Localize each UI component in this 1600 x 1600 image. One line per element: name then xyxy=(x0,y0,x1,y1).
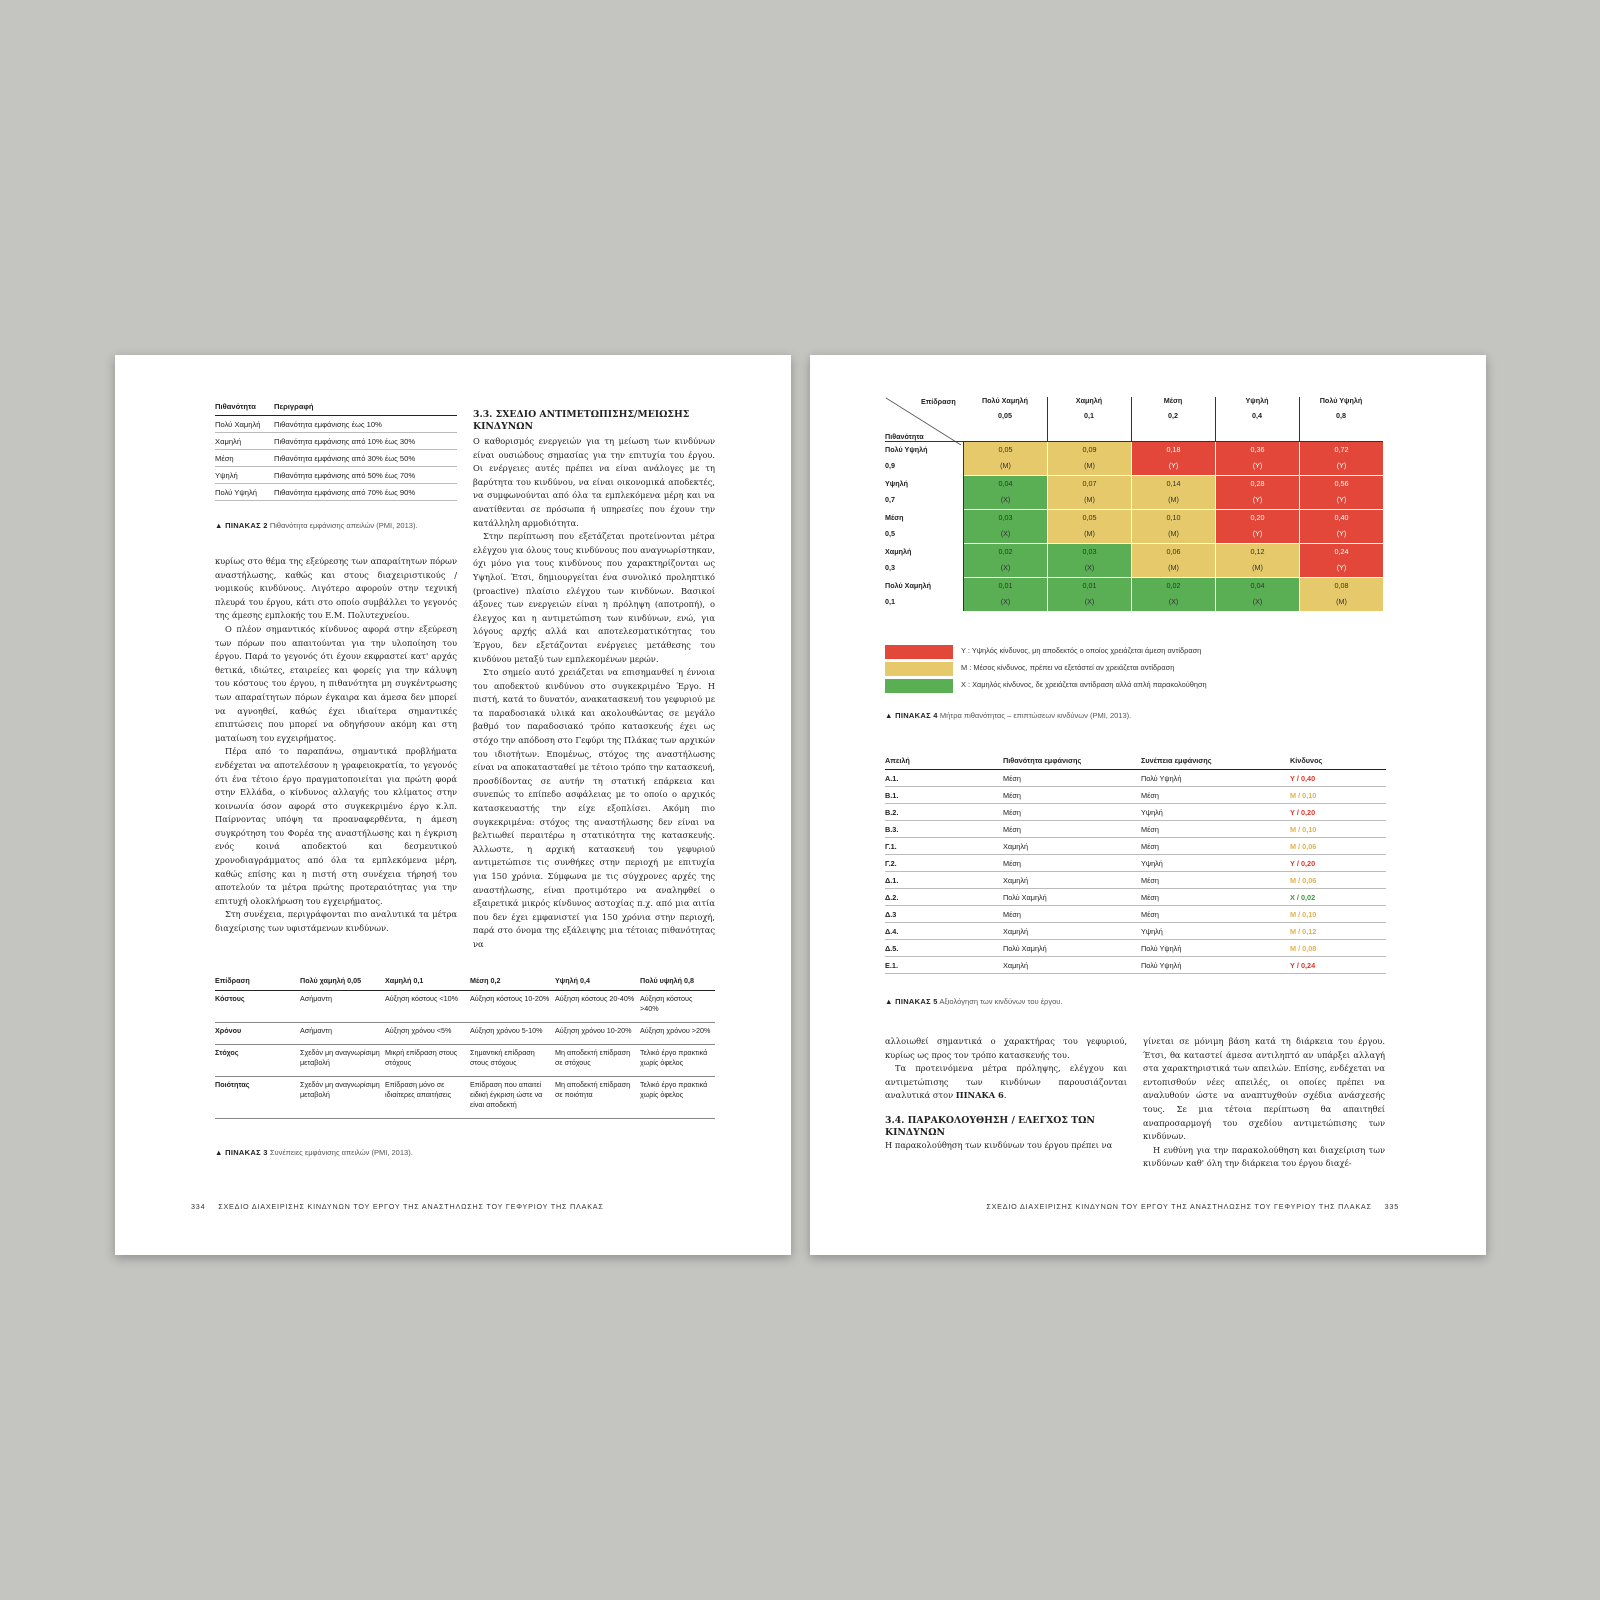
probability-value: 0,5 xyxy=(885,529,895,538)
table-row xyxy=(885,838,1386,855)
impact-level: Μέση xyxy=(1163,396,1183,405)
table-row xyxy=(885,906,1386,923)
matrix-column-header xyxy=(963,393,1047,423)
impact-level: Πολύ Χαμηλή xyxy=(981,396,1029,405)
matrix-cell xyxy=(1048,510,1131,543)
cell-rating: (Μ) xyxy=(1084,495,1095,504)
body-text xyxy=(885,1139,1127,1153)
threat-id: Δ.2. xyxy=(885,889,1003,906)
impact-value: 0,2 xyxy=(1168,411,1178,420)
risk-matrix xyxy=(885,393,1385,613)
cell-rating: (Υ) xyxy=(1252,495,1263,504)
cell-rating: (Χ) xyxy=(1000,597,1011,606)
table-cell: Πολύ Χαμηλή xyxy=(1003,940,1141,957)
table-cell: Μέση xyxy=(1141,821,1290,838)
column-header: Επίδραση xyxy=(215,976,300,991)
threat-id: Δ.4. xyxy=(885,923,1003,940)
cell-score: 0,02 xyxy=(998,547,1013,556)
risk-rating: Μ / 0,10 xyxy=(1290,821,1386,838)
cell-score: 0,18 xyxy=(1166,445,1181,454)
matrix-cell xyxy=(1300,442,1383,475)
cell-score: 0,06 xyxy=(1166,547,1181,556)
legend-text: Μ : Μέσος κίνδυνος, πρέπει να εξετάστεί αν χρειάζεται αντίδραση xyxy=(961,663,1175,672)
cell-score: 0,72 xyxy=(1334,445,1349,454)
threat-id: Γ.1. xyxy=(885,838,1003,855)
matrix-cell xyxy=(1132,544,1215,577)
paragraph: Ο καθορισμός ενεργειών για τη μείωση των κινδύνων είναι ουσιώδους σημασίας για την επιτυχία του έργου. Οι ενέργειες αυτές πρέπει να είναι ανάλογες με τη βαρύτητα του κινδύνου, να είναι οικονομικά αποδεκτές, να συμφωνούνται από όλα τα εμπλεκόμενα μέρη και να ανατίθενται σε πρόσωπα ή υπηρεσίες που έχουν την κατάλληλη αρμοδιότητα. xyxy=(473,436,715,528)
matrix-cell xyxy=(1048,442,1131,475)
table-cell: Μέση xyxy=(1003,855,1141,872)
risk-rating: Υ / 0,20 xyxy=(1290,804,1386,821)
cell-score: 0,12 xyxy=(1250,547,1265,556)
matrix-cell xyxy=(1300,544,1383,577)
matrix-column-header xyxy=(1131,393,1215,423)
matrix-cell xyxy=(1048,544,1131,577)
running-title: ΣΧΕΔΙΟ ΔΙΑΧΕΙΡΙΣΗΣ ΚΙΝΔΥΝΩΝ ΤΟΥ ΕΡΓΟΥ ΤΗΣ ΑΝΑΣΤΗΛΩΣΗΣ ΤΟΥ ΓΕΦΥΡΙΟΥ ΤΗΣ ΠΛΑΚΑΣ xyxy=(218,1202,604,1211)
table-cell: Χαμηλή xyxy=(1003,923,1141,940)
risk-rating: Υ / 0,20 xyxy=(1290,855,1386,872)
risk-rating: Μ / 0,08 xyxy=(1290,940,1386,957)
cell-score: 0,03 xyxy=(998,513,1013,522)
table-cell: Μέση xyxy=(1003,804,1141,821)
cell-rating: (Χ) xyxy=(1000,495,1011,504)
cell-rating: (Μ) xyxy=(1084,461,1095,470)
matrix-row-label xyxy=(885,442,963,474)
matrix-column-header xyxy=(1215,393,1299,423)
risk-rating: Υ / 0,40 xyxy=(1290,770,1386,787)
table-cell: Πιθανότητα εμφάνισης από 30% έως 50% xyxy=(274,450,457,467)
cell-score: 0,05 xyxy=(1082,513,1097,522)
column-header: Πιθανότητα εμφάνισης xyxy=(1003,756,1141,770)
cell-score: 0,09 xyxy=(1082,445,1097,454)
threat-id: Β.2. xyxy=(885,804,1003,821)
table4-caption xyxy=(885,710,1135,722)
table-row xyxy=(215,1077,715,1119)
risk-rating: Μ / 0,12 xyxy=(1290,923,1386,940)
cell-rating: (Υ) xyxy=(1252,529,1263,538)
probability-level: Πολύ Χαμηλή xyxy=(885,581,932,590)
page-number: 335 xyxy=(1384,1202,1399,1211)
table-cell: Μέση xyxy=(1003,770,1141,787)
right-page xyxy=(810,355,1486,1255)
column-header: Πιθανότητα xyxy=(215,400,274,416)
grid-line xyxy=(1131,397,1132,441)
threat-id: Β.3. xyxy=(885,821,1003,838)
risk-assessment-table xyxy=(885,756,1386,974)
cell-score: 0,28 xyxy=(1250,479,1265,488)
cell-rating: (Χ) xyxy=(1084,597,1095,606)
threat-id: Α.1. xyxy=(885,770,1003,787)
cell-score: 0,40 xyxy=(1334,513,1349,522)
table-cell: Πολύ Χαμηλή xyxy=(215,416,274,433)
cell-rating: (Χ) xyxy=(1168,597,1179,606)
cell-rating: (Χ) xyxy=(1084,563,1095,572)
risk-rating: Μ / 0,10 xyxy=(1290,787,1386,804)
table-row xyxy=(215,416,457,433)
table-cell: Υψηλή xyxy=(1141,804,1290,821)
paragraph: Στην περίπτωση που εξετάζεται προτείνονται μέτρα ελέγχου για όλους τους κινδύνους που αναγνωρίστηκαν, όχι μόνο για τους κινδύνους που χαρακτηρίζονται ως Υψηλοί. Έτσι, δημιουργείται ένα συνολικό προληπτικό (proactive) πλαίσιο ελέγχου των κινδύνων. Βασικοί άξονες των ενεργειών είναι η πρόληψη (αποτροπή), ο έλεγχος και η αντιμετώπιση των κινδύνων, ενώ, για λόγους αρχής αλλά και αποτελεσματικότητας του Έργου, δεν εξετάζονται ενέργειες μετάθεσης του κινδύνου μεταξύ των εμπλεκομένων μερών. xyxy=(473,531,715,664)
impact-value: 0,8 xyxy=(1336,411,1346,420)
caption-label: ▲ ΠΙΝΑΚΑΣ 5 xyxy=(885,997,938,1006)
left-column-2-text xyxy=(473,435,715,952)
table-row xyxy=(215,1045,715,1077)
matrix-cell xyxy=(1216,442,1299,475)
row-header: Ποιότητας xyxy=(215,1077,300,1119)
matrix-cell xyxy=(1132,578,1215,611)
risk-rating: Μ / 0,06 xyxy=(1290,838,1386,855)
matrix-cell xyxy=(1300,476,1383,509)
column-header: Χαμηλή 0,1 xyxy=(385,976,470,991)
cell-rating: (Μ) xyxy=(1168,495,1179,504)
table-cell: Μικρή επίδραση στους στόχους xyxy=(385,1045,470,1077)
matrix-cell xyxy=(1300,578,1383,611)
risk-rating: Μ / 0,06 xyxy=(1290,872,1386,889)
table-row xyxy=(885,804,1386,821)
table-row xyxy=(885,855,1386,872)
cell-rating: (Μ) xyxy=(1168,529,1179,538)
table-cell: Μέση xyxy=(1003,821,1141,838)
matrix-row-label xyxy=(885,510,963,542)
impact-value: 0,1 xyxy=(1084,411,1094,420)
paragraph: γίνεται σε μόνιμη βάση κατά τη διάρκεια του έργου. Έτσι, θα καταστεί άμεσα αντιληπτό αν υπάρξει αλλαγή στα χαρακτηριστικά των απειλών. Επίσης, ενδέχεται να εντοπισθούν νέες απειλές, οι οποίες πρέπει να αναλυθούν ώστε να αναπτυχθούν σχέδια ανάσχεσής τους. Σε μια τέτοια περίπτωση θα απαιτηθεί αναπροσαρμογή του σχεδίου αντιμετώπισης των κινδύνων. xyxy=(1143,1036,1385,1142)
cell-rating: (Υ) xyxy=(1336,495,1347,504)
cell-rating: (Υ) xyxy=(1336,461,1347,470)
caption-text: Συνέπειες εμφάνισης απειλών (PMI, 2013). xyxy=(269,1148,413,1157)
caption-label: ▲ ΠΙΝΑΚΑΣ 2 xyxy=(215,521,268,530)
cell-rating: (Μ) xyxy=(1000,461,1011,470)
table-row xyxy=(885,770,1386,787)
column-header: Πολύ υψηλή 0,8 xyxy=(640,976,715,991)
table-row xyxy=(215,450,457,467)
paragraph-text: Τα προτεινόμενα μέτρα πρόληψης, ελέγχου και αντιμετώπισης των κινδύνων παρουσιάζονται αναλυτικά στον xyxy=(885,1063,1127,1101)
matrix-cell xyxy=(1132,476,1215,509)
table-cell: Πολύ Υψηλή xyxy=(1141,957,1290,974)
section-3-4-heading: 3.4. ΠΑΡΑΚΟΛΟΥΘΗΣΗ / ΕΛΕΓΧΟΣ ΤΩΝ ΚΙΝΔΥΝΩΝ xyxy=(885,1114,1095,1138)
left-page xyxy=(115,355,791,1255)
cell-score: 0,04 xyxy=(1250,581,1265,590)
probability-table xyxy=(215,400,457,501)
grid-line xyxy=(1215,397,1216,441)
threat-id: Δ.3 xyxy=(885,906,1003,923)
matrix-cell xyxy=(1216,544,1299,577)
table-cell: Επίδραση μόνο σε ιδιαίτερες απαιτήσεις xyxy=(385,1077,470,1119)
table-cell: Μέση xyxy=(1141,889,1290,906)
paragraph: αλλοιωθεί σημαντικά ο χαρακτήρας του γεφυριού, κυρίως ως προς τον τρόπο κατασκευής του. xyxy=(885,1036,1127,1060)
caption-text: Πιθανότητα εμφάνισης απειλών (PMI, 2013). xyxy=(269,521,418,530)
table-cell: Μη αποδεκτή επίδραση σε ποιότητα xyxy=(555,1077,640,1119)
cell-rating: (Μ) xyxy=(1336,597,1347,606)
table-cell: Χαμηλή xyxy=(1003,872,1141,889)
matrix-cell xyxy=(964,544,1047,577)
table-cell: Μέση xyxy=(1003,787,1141,804)
table-cell: Χαμηλή xyxy=(215,433,274,450)
impact-value: 0,4 xyxy=(1252,411,1262,420)
impact-level: Χαμηλή xyxy=(1075,396,1103,405)
matrix-row-label xyxy=(885,476,963,508)
paragraph: Πέρα από το παραπάνω, σημαντικά προβλήματα ενδέχεται να αποτελέσουν η γραφειοκρατία, το γεγονός ότι ένα τέτοιο έργο πραγματοποιείται για πρώτη φορά στην Ελλάδα, ο κίνδυνος αλλαγής του κλίματος στην κοινωνία όσον αφορά στο συγκεκριμένο έργο κ.λπ. Παίρνοντας υπόψη τα προαναφερθέντα, η άμεση συγκρότηση του Φορέα της αναστήλωσης και η έγκριση ενός κοινά αποδεκτού και δεσμευτικού χρονοδιαγράμματος από όλα τα εμπλεκόμενα μέρη, καθώς επίσης και η πιστή στη συνέχεια τήρησή του αποτελούν τα μέτρα πρώτης προτεραιότητας για την επιτυχή ολοκλήρωση του εγχειρήματος. xyxy=(215,746,457,906)
table-header-row xyxy=(215,400,457,416)
row-header: Κόστους xyxy=(215,991,300,1023)
matrix-corner-top: Επίδραση xyxy=(921,397,956,406)
table-cell: Πιθανότητα εμφάνισης από 10% έως 30% xyxy=(274,433,457,450)
matrix-column-header xyxy=(1047,393,1131,423)
running-title: ΣΧΕΔΙΟ ΔΙΑΧΕΙΡΙΣΗΣ ΚΙΝΔΥΝΩΝ ΤΟΥ ΕΡΓΟΥ ΤΗΣ ΑΝΑΣΤΗΛΩΣΗΣ ΤΟΥ ΓΕΦΥΡΙΟΥ ΤΗΣ ΠΛΑΚΑΣ xyxy=(986,1202,1372,1211)
column-header: Συνέπεια εμφάνισης xyxy=(1141,756,1290,770)
cell-score: 0,14 xyxy=(1166,479,1181,488)
table-cell: Αύξηση κόστους 20-40% xyxy=(555,991,640,1023)
table-cell: Μέση xyxy=(1141,787,1290,804)
grid-line xyxy=(1047,397,1048,441)
cell-rating: (Υ) xyxy=(1168,461,1179,470)
cell-rating: (Χ) xyxy=(1252,597,1263,606)
column-header: Κίνδυνος xyxy=(1290,756,1386,770)
table-row xyxy=(215,991,715,1023)
table-row xyxy=(885,957,1386,974)
matrix-cell xyxy=(964,510,1047,543)
column-header: Υψηλή 0,4 xyxy=(555,976,640,991)
cell-score: 0,08 xyxy=(1334,581,1349,590)
right-column-2 xyxy=(1143,1035,1385,1171)
table-cell: Σχεδόν μη αναγνωρίσιμη μεταβολή xyxy=(300,1045,385,1077)
legend-swatch xyxy=(885,679,953,693)
cell-score: 0,05 xyxy=(998,445,1013,454)
legend-swatch xyxy=(885,662,953,676)
impact-level: Υψηλή xyxy=(1245,396,1269,405)
table-cell: Σχεδόν μη αναγνωρίσιμη μεταβολή xyxy=(300,1077,385,1119)
matrix-legend xyxy=(885,645,1385,701)
threat-id: Γ.2. xyxy=(885,855,1003,872)
table-cell: Μέση xyxy=(1141,838,1290,855)
table-cell: Αύξηση χρόνου 10-20% xyxy=(555,1023,640,1045)
paragraph: κυρίως στο θέμα της εξεύρεσης των απαραίτητων πόρων αναστήλωσης, καθώς και στους διαχειριστικούς / νομικούς κινδύνους. Λιγότερο αφορούν στην τεχνική πλευρά του έργου, κάτι στο οποίο συμβάλλει το γεγονός της άμεσης εμπλοκής του Ε.Μ. Πολυτεχνείου. xyxy=(215,556,457,621)
caption-text: Αξιολόγηση των κινδύνων του έργου. xyxy=(939,997,1063,1006)
table-row xyxy=(885,889,1386,906)
paragraph: Τα προτεινόμενα μέτρα πρόληψης, ελέγχου και αντιμετώπισης των κινδύνων παρουσιάζονται αναλυτικά στον ΠΙΝΑΚΑ 6. xyxy=(885,1063,1127,1101)
table-cell: Πολύ Χαμηλή xyxy=(1003,889,1141,906)
threat-id: Δ.1. xyxy=(885,872,1003,889)
left-column-1-text xyxy=(215,555,457,936)
matrix-cell xyxy=(964,476,1047,509)
cell-score: 0,01 xyxy=(998,581,1013,590)
table3-caption xyxy=(215,1148,413,1157)
risk-rating: Μ / 0,10 xyxy=(1290,906,1386,923)
probability-value: 0,9 xyxy=(885,461,895,470)
table-cell: Ασήμαντη xyxy=(300,991,385,1023)
table5-caption xyxy=(885,997,1062,1006)
table-row xyxy=(215,484,457,501)
cell-rating: (Μ) xyxy=(1084,529,1095,538)
paragraph: Στο σημείο αυτό χρειάζεται να επισημανθεί η έννοια του αποδεκτού κινδύνου στο συγκεκριμένο Έργο. Η πιστή, κατά το δυνατόν, ανακατασκευή του γεφυριού με τα παραδοσιακά υλικά και ακολουθώντας σε μεγάλο βαθμό τον παραδοσιακό τρόπο κατασκευής έχει ως στόχο την απόδοση στο Γεφύρι της Πλάκας των αρχικών του ιδιοτήτων. Επομένως, στόχος της αναστήλωσης είναι να αποκατασταθεί με τέτοιο τρόπο την κατασκευή, προσδίδοντας σε αυτήν τη στατική επάρκεια και συνεπώς το επίπεδο ασφάλειας με το οποίο ο αρχικός κατασκευαστής την είχε εξοπλίσει. Ακόμη πιο συγκεκριμένα: στόχος της αναστήλωσης δεν είναι να βελτιωθεί περαιτέρω η στατικότητα της κατασκευής. Άλλωστε, η αρχική κατασκευή του γεφυριού αντιμετώπισε τις συνθήκες στην περιοχή με επιτυχία για 150 χρόνια. Σύμφωνα με τις σύγχρονες αρχές της αναστήλωσης, είναι προτιμότερο να αναληφθεί ο εξαιρετικά μικρός κίνδυνος αστοχίας π.χ. από μια αιτία που δεν έχει εμφανιστεί για 150 χρόνια στην περιοχή, παρά στο όνομα της εξάλειψης μια τέτοιας πιθανότητας να xyxy=(473,667,715,949)
column-header: Απειλή xyxy=(885,756,1003,770)
matrix-corner-bottom: Πιθανότητα xyxy=(885,432,924,441)
grid-line xyxy=(1299,397,1300,441)
table-cell: Μέση xyxy=(1003,906,1141,923)
table-cell: Πολύ Υψηλή xyxy=(1141,940,1290,957)
legend-text: Χ : Χαμηλός κίνδυνος, δε χρειάζεται αντίδραση αλλά απλή παρακολούθηση xyxy=(961,680,1207,689)
table-header-row xyxy=(215,976,715,991)
threat-id: Β.1. xyxy=(885,787,1003,804)
matrix-cell xyxy=(1216,578,1299,611)
table-cell: Αύξηση κόστους <10% xyxy=(385,991,470,1023)
impact-table xyxy=(215,976,715,1119)
risk-rating: Υ / 0,24 xyxy=(1290,957,1386,974)
table-cell: Αύξηση χρόνου <5% xyxy=(385,1023,470,1045)
table-cell: Χαμηλή xyxy=(1003,838,1141,855)
column-header: Περιγραφή xyxy=(274,400,457,416)
probability-value: 0,7 xyxy=(885,495,895,504)
probability-level: Υψηλή xyxy=(885,479,908,488)
table-cell: Σημαντική επίδραση στους στόχους xyxy=(470,1045,555,1077)
cell-score: 0,20 xyxy=(1250,513,1265,522)
table-cell: Μέση xyxy=(215,450,274,467)
table-cell: Πολύ Υψηλή xyxy=(215,484,274,501)
page-number: 334 xyxy=(191,1202,206,1211)
caption-text: Μήτρα πιθανότητας – επιπτώσεων κινδύνων (PMI, 2013). xyxy=(939,711,1132,720)
cell-score: 0,07 xyxy=(1082,479,1097,488)
table-cell: Υψηλή xyxy=(1141,855,1290,872)
table-row xyxy=(215,1023,715,1045)
probability-value: 0,3 xyxy=(885,563,895,572)
table-cell: Μέση xyxy=(1141,872,1290,889)
probability-level: Χαμηλή xyxy=(885,547,912,556)
table-reference: ΠΙΝΑΚΑ 6 xyxy=(955,1090,1004,1101)
cell-score: 0,10 xyxy=(1166,513,1181,522)
table-cell: Χαμηλή xyxy=(1003,957,1141,974)
table-cell: Μέση xyxy=(1141,906,1290,923)
legend-swatch xyxy=(885,645,953,659)
table-cell: Αύξηση κόστους 10-20% xyxy=(470,991,555,1023)
table-cell: Αύξηση χρόνου >20% xyxy=(640,1023,715,1045)
matrix-row-label xyxy=(885,544,963,576)
paragraph: Η ευθύνη για την παρακολούθηση και διαχείριση των κινδύνων καθ' όλη την διάρκεια του έργου διαχέ- xyxy=(1143,1144,1385,1169)
cell-rating: (Μ) xyxy=(1168,563,1179,572)
section-3-3-heading: 3.3. ΣΧΕΔΙΟ ΑΝΤΙΜΕΤΩΠΙΣΗΣ/ΜΕΙΩΣΗΣ ΚΙΝΔΥΝΩΝ xyxy=(473,409,690,432)
matrix-cell xyxy=(1300,510,1383,543)
paragraph: Η παρακολούθηση των κινδύνων του έργου πρέπει να xyxy=(885,1139,1113,1150)
cell-rating: (Μ) xyxy=(1252,563,1263,572)
table-row xyxy=(215,433,457,450)
table-cell: Μη αποδεκτή επίδραση σε στόχους xyxy=(555,1045,640,1077)
table-cell: Αύξηση κόστους >40% xyxy=(640,991,715,1023)
cell-rating: (Χ) xyxy=(1000,563,1011,572)
probability-value: 0,1 xyxy=(885,597,895,606)
table-row xyxy=(885,787,1386,804)
matrix-cell xyxy=(964,442,1047,475)
table-cell: Υψηλή xyxy=(1141,923,1290,940)
legend-text: Υ : Υψηλός κίνδυνος, μη αποδεκτός ο οποίος χρειάζεται άμεση αντίδραση xyxy=(961,646,1202,655)
impact-value: 0,05 xyxy=(998,411,1012,420)
footer xyxy=(191,1202,604,1211)
table-header-row xyxy=(885,756,1386,770)
risk-rating: Χ / 0,02 xyxy=(1290,889,1386,906)
table-cell: Αύξηση χρόνου 5-10% xyxy=(470,1023,555,1045)
matrix-column-header xyxy=(1299,393,1383,423)
column-header: Μέση 0,2 xyxy=(470,976,555,991)
matrix-row-label xyxy=(885,578,963,610)
footer xyxy=(986,1202,1399,1211)
table-cell: Ασήμαντη xyxy=(300,1023,385,1045)
table-cell: Επίδραση που απαιτεί ειδική έγκριση ώστε να είναι αποδεκτή xyxy=(470,1077,555,1119)
matrix-cell xyxy=(1048,476,1131,509)
paragraph: Ο πλέον σημαντικός κίνδυνος αφορά στην εξεύρεση των πόρων που απαιτούνται για την υλοποίηση του έργου. Παρά το γεγονός ότι έχουν εκφραστεί κατ' αρχάς θετικά, ιδιώτες, εταιρείες και φορείς για την κάλυψη του κόστους του έργου, η πιθανότητα μη συγκέντρωσης των απαραίτητων πόρων έγκαιρα και άμεσα δεν μπορεί να αγνοηθεί, καθώς έχει ιδιαίτερα σημαντικές επιπτώσεις που μπορεί να οδηγήσουν ακόμη και στη ματαίωση του εγχειρήματος. xyxy=(215,623,457,743)
cell-score: 0,02 xyxy=(1166,581,1181,590)
matrix-cell xyxy=(1048,578,1131,611)
table-cell: Πιθανότητα εμφάνισης από 50% έως 70% xyxy=(274,467,457,484)
table-row xyxy=(215,467,457,484)
caption-label: ▲ ΠΙΝΑΚΑΣ 3 xyxy=(215,1148,268,1157)
table-cell: Υψηλή xyxy=(215,467,274,484)
row-header: Χρόνου xyxy=(215,1023,300,1045)
probability-level: Πολύ Υψηλή xyxy=(885,445,928,454)
table-row xyxy=(885,923,1386,940)
cell-score: 0,56 xyxy=(1334,479,1349,488)
probability-level: Μέση xyxy=(885,513,904,522)
paragraph: Στη συνέχεια, περιγράφονται πιο αναλυτικά τα μέτρα διαχείρισης των υφιστάμενων κινδύνων. xyxy=(215,909,457,934)
right-column-1 xyxy=(885,1035,1127,1153)
column-header: Πολύ χαμηλή 0,05 xyxy=(300,976,385,991)
cell-score: 0,03 xyxy=(1082,547,1097,556)
matrix-cell xyxy=(1132,442,1215,475)
cell-score: 0,04 xyxy=(998,479,1013,488)
cell-score: 0,36 xyxy=(1250,445,1265,454)
table-row xyxy=(885,821,1386,838)
table-cell: Πιθανότητα εμφάνισης από 70% έως 90% xyxy=(274,484,457,501)
impact-level: Πολύ Υψηλή xyxy=(1319,396,1363,405)
matrix-cell xyxy=(964,578,1047,611)
cell-score: 0,01 xyxy=(1082,581,1097,590)
table-cell: Πιθανότητα εμφάνισης έως 10% xyxy=(274,416,457,433)
row-header: Στόχος xyxy=(215,1045,300,1077)
matrix-cell xyxy=(1216,510,1299,543)
caption-label: ▲ ΠΙΝΑΚΑΣ 4 xyxy=(885,711,938,720)
cell-rating: (Χ) xyxy=(1000,529,1011,538)
table-cell: Τελικό έργο πρακτικά χωρίς όφελος xyxy=(640,1045,715,1077)
threat-id: Ε.1. xyxy=(885,957,1003,974)
matrix-cell xyxy=(1216,476,1299,509)
body-text xyxy=(885,1035,1127,1103)
table-row xyxy=(885,940,1386,957)
cell-rating: (Υ) xyxy=(1336,529,1347,538)
cell-score: 0,24 xyxy=(1334,547,1349,556)
cell-rating: (Υ) xyxy=(1252,461,1263,470)
cell-rating: (Υ) xyxy=(1336,563,1347,572)
table-cell: Πολύ Υψηλή xyxy=(1141,770,1290,787)
table2-caption xyxy=(215,521,418,530)
matrix-cell xyxy=(1132,510,1215,543)
table-row xyxy=(885,872,1386,889)
table-cell: Τελικό έργο πρακτικά χωρίς όφελος xyxy=(640,1077,715,1119)
threat-id: Δ.5. xyxy=(885,940,1003,957)
